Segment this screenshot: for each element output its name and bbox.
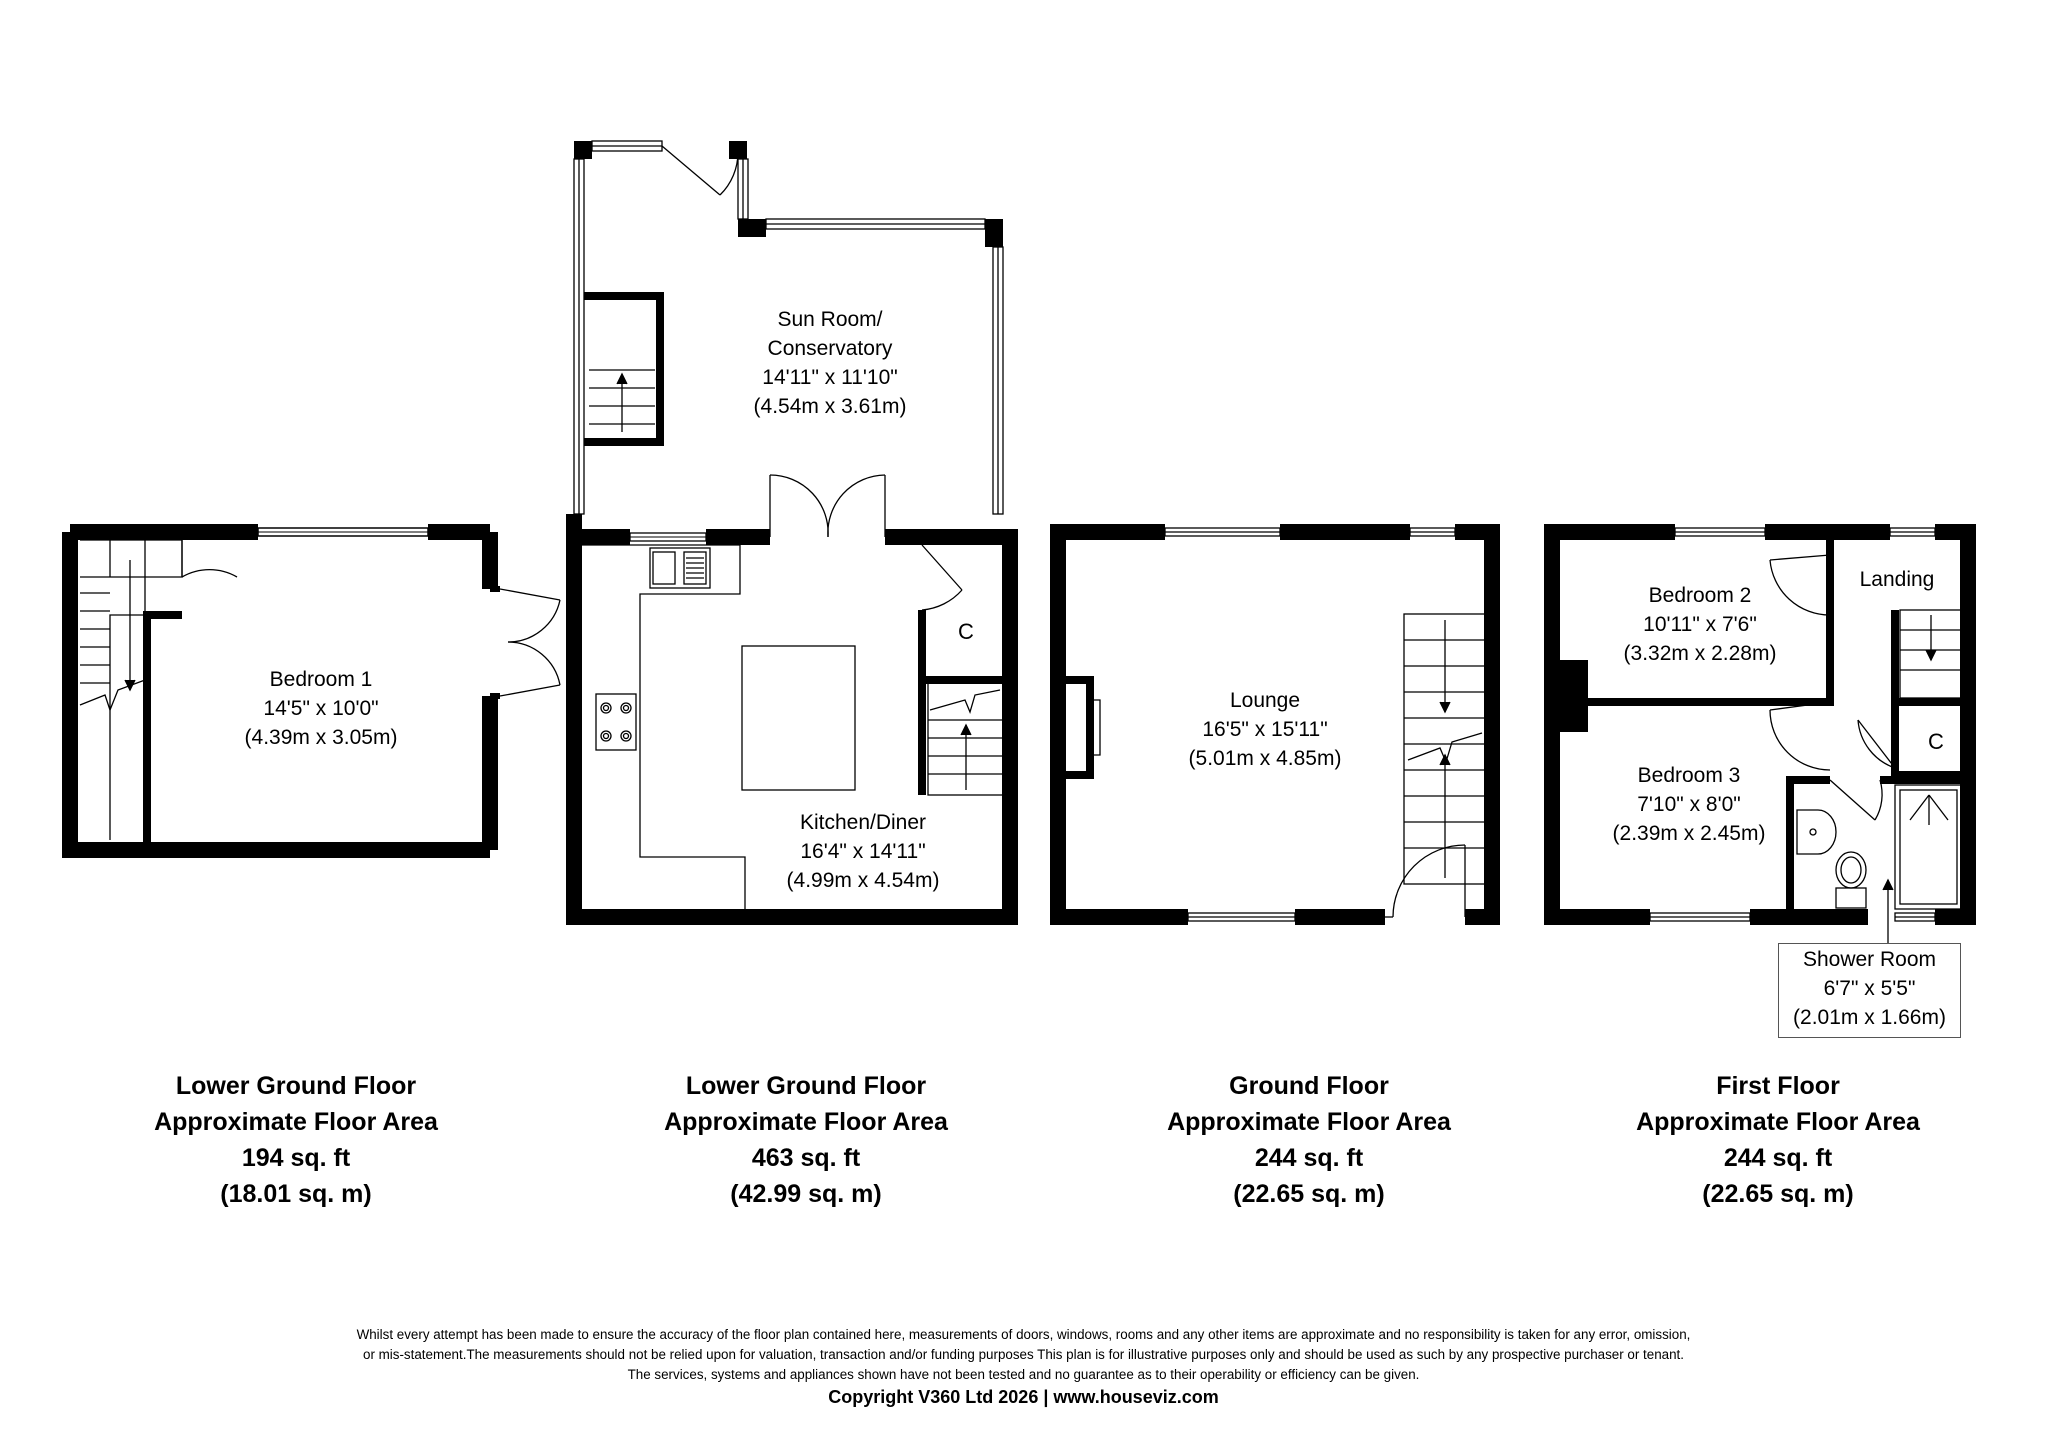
room-label-sun-room xyxy=(754,305,907,421)
room-size-metric: (4.54m x 3.61m) xyxy=(753,395,907,418)
room-size-metric: (5.01m x 4.85m) xyxy=(1188,747,1342,770)
room-size-metric: (2.01m x 1.66m) xyxy=(1793,1006,1946,1029)
floor-area-m: (42.99 sq. m) xyxy=(730,1180,882,1208)
shower-room-callout xyxy=(1778,943,1961,1038)
disclaimer-line-1: Whilst every attempt has been made to ensure the accuracy of the floor plan contained here, measurements of doors, windows, rooms and any other items are approximate and no responsibility is taken for any error, omission, xyxy=(356,1327,1691,1342)
floor-caption-lower-ground-1 xyxy=(76,1068,516,1212)
room-label-bedroom-3 xyxy=(1613,761,1766,848)
floor-caption-ground xyxy=(1089,1068,1529,1212)
floor-area-ft: 244 sq. ft xyxy=(1723,1144,1833,1172)
room-size-metric: (4.99m x 4.54m) xyxy=(786,869,940,892)
room-size-metric: (3.32m x 2.28m) xyxy=(1623,642,1777,665)
floor-area-m: (18.01 sq. m) xyxy=(220,1180,372,1208)
room-size-imperial: 16'5" x 15'11" xyxy=(1202,718,1328,741)
room-size-imperial: 14'5" x 10'0" xyxy=(263,697,379,720)
floor-area-ft: 194 sq. ft xyxy=(241,1144,351,1172)
cupboard-label-kitchen: C xyxy=(958,619,974,644)
floor-title: Ground Floor xyxy=(1229,1072,1389,1100)
room-label-shower-room xyxy=(1793,945,1946,1032)
room-name: Kitchen/Diner xyxy=(799,811,927,834)
cupboard-label-landing: C xyxy=(1928,729,1944,754)
room-size-imperial: 6'7" x 5'5" xyxy=(1823,977,1916,1000)
room-label-bedroom-1 xyxy=(245,665,398,752)
room-label-bedroom-2 xyxy=(1624,581,1777,668)
room-name: Shower Room xyxy=(1802,948,1937,971)
room-label-kitchen-diner xyxy=(787,808,940,895)
room-size-metric: (4.39m x 3.05m) xyxy=(244,726,398,749)
floor-subtitle: Approximate Floor Area xyxy=(154,1108,438,1136)
room-size-imperial: 14'11" x 11'10" xyxy=(762,366,898,389)
plan-lower-ground-2 xyxy=(574,141,1010,917)
disclaimer xyxy=(0,1325,2047,1385)
disclaimer-line-3: The services, systems and appliances shown have not been tested and no guarantee as to their operability or efficiency can be given. xyxy=(627,1367,1420,1382)
floor-area-ft: 244 sq. ft xyxy=(1254,1144,1364,1172)
room-name-line2: Conservatory xyxy=(767,337,893,360)
room-size-metric: (2.39m x 2.45m) xyxy=(1612,822,1766,845)
floor-area-m: (22.65 sq. m) xyxy=(1702,1180,1854,1208)
floor-area-m: (22.65 sq. m) xyxy=(1233,1180,1385,1208)
disclaimer-line-2: or mis-statement.The measurements should not be relied upon for valuation, transaction and/or funding purposes This plan is for illustrative purposes only and should be used as such by any prospective purchaser or tenant. xyxy=(363,1347,1684,1362)
room-name: Bedroom 1 xyxy=(269,668,373,691)
floor-caption-first xyxy=(1558,1068,1998,1212)
floor-caption-lower-ground-2 xyxy=(586,1068,1026,1212)
room-name: Landing xyxy=(1859,568,1935,591)
room-size-imperial: 10'11" x 7'6" xyxy=(1643,613,1757,636)
room-label-landing xyxy=(1860,565,1935,594)
room-name: Sun Room/ xyxy=(777,308,883,331)
room-name: Bedroom 2 xyxy=(1648,584,1752,607)
room-size-imperial: 7'10" x 8'0" xyxy=(1637,793,1741,816)
room-name: Lounge xyxy=(1229,689,1301,712)
room-label-lounge xyxy=(1189,686,1342,773)
floor-area-ft: 463 sq. ft xyxy=(751,1144,861,1172)
floor-subtitle: Approximate Floor Area xyxy=(1167,1108,1451,1136)
copyright: Copyright V360 Ltd 2026 | www.houseviz.com xyxy=(828,1387,1219,1407)
floor-title: Lower Ground Floor xyxy=(685,1072,927,1100)
floor-subtitle: Approximate Floor Area xyxy=(1636,1108,1920,1136)
floor-title: Lower Ground Floor xyxy=(175,1072,417,1100)
room-name: Bedroom 3 xyxy=(1637,764,1741,787)
floor-title: First Floor xyxy=(1716,1072,1840,1100)
floor-subtitle: Approximate Floor Area xyxy=(664,1108,948,1136)
room-size-imperial: 16'4" x 14'11" xyxy=(800,840,926,863)
